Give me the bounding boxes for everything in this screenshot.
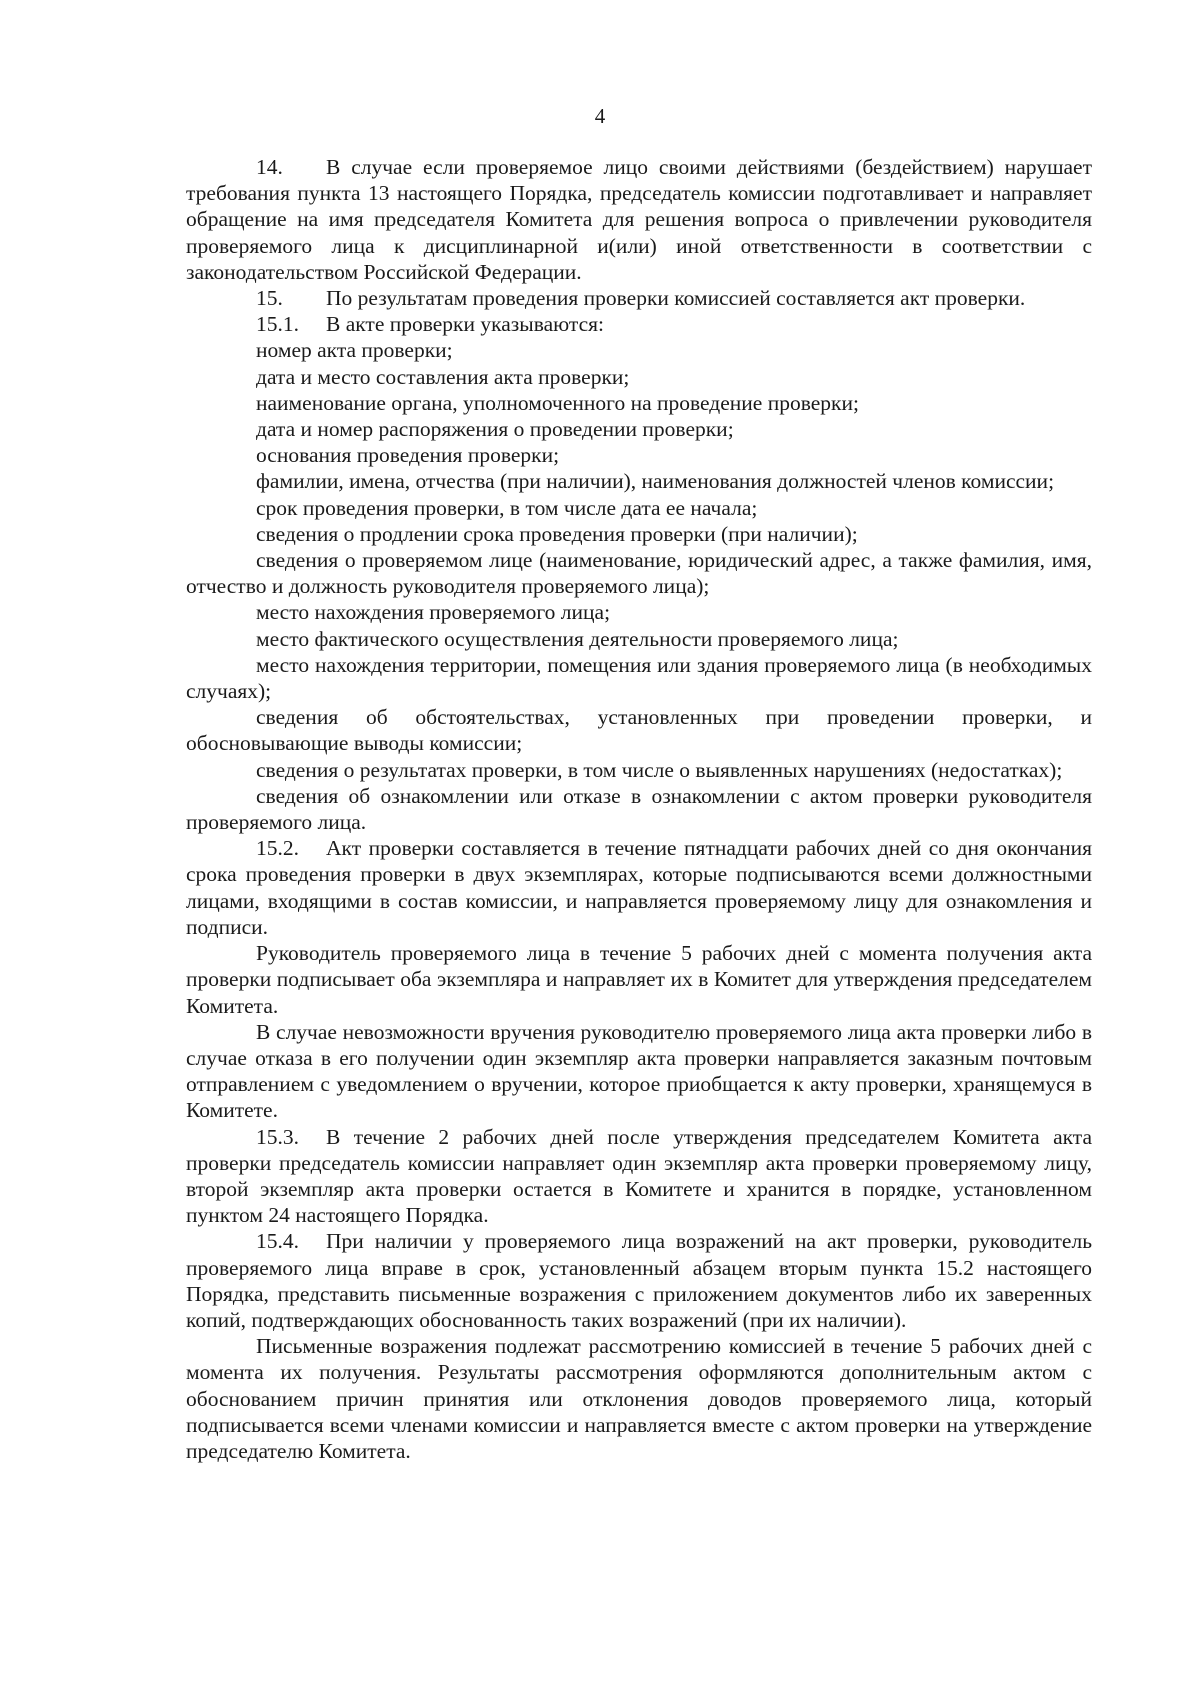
paragraph-text: Акт проверки составляется в течение пятнадцати рабочих дней со дня окончания срока проведения проверки в двух экземплярах, которые подписываются всеми должностными лицами, входящими в состав комиссии, и направляется проверяемому лицу для ознакомления и подписи. — [186, 836, 1092, 939]
paragraph: В случае невозможности вручения руководителю проверяемого лица акта проверки либо в случае отказа в его получении один экземпляр акта проверки направляется заказным почтовым отправлением с уведомлением о вручении, которое приобщается к акту проверки, хранящемуся в Комитете. — [186, 1019, 1092, 1123]
clause-number: 15.4. — [256, 1229, 299, 1254]
paragraph: Руководитель проверяемого лица в течение 5 рабочих дней с момента получения акта проверки подписывает оба экземпляра и направляет их в Комитет для утверждения председателем Комитета. — [186, 941, 1092, 1018]
list-item: наименование органа, уполномоченного на проведение проверки; — [256, 390, 859, 415]
list-item: место фактического осуществления деятельности проверяемого лица; — [256, 626, 899, 651]
list-item: сведения об ознакомлении или отказе в ознакомлении с актом проверки руководителя проверяемого лица. — [186, 783, 1092, 835]
paragraph-15-3 — [186, 1124, 1092, 1229]
clause-number: 14. — [256, 155, 283, 179]
paragraph: Письменные возражения подлежат рассмотрению комиссией в течение 5 рабочих дней с момента их получения. Результаты рассмотрения оформляются дополнительным актом с обоснованием причин принятия или отклонения доводов проверяемого лица, который подписывается всеми членами комиссии и направляется вместе с актом проверки на утверждение председателю Комитета. — [186, 1334, 1092, 1463]
paragraph-15-2 — [186, 835, 1092, 940]
paragraph-text: При наличии у проверяемого лица возражений на акт проверки, руководитель проверяемого лица вправе в срок, установленный абзацем вторым пункта 15.2 настоящего Порядка, представить письменные возражения с приложением документов либо их заверенных копий, подтверждающих обоснованность таких возражений (при их наличии). — [186, 1229, 1092, 1332]
list-item: сведения о результатах проверки, в том числе о выявленных нарушениях (недостатках); — [256, 757, 1063, 782]
paragraph-15 — [186, 285, 1092, 311]
page-number: 4 — [594, 104, 606, 128]
list-item: сведения о проверяемом лице (наименование, юридический адрес, а также фамилия, имя, отчество и должность руководителя проверяемого лица); — [186, 548, 1092, 599]
paragraph-15-1 — [186, 311, 1092, 337]
paragraph-14 — [186, 154, 1092, 285]
clause-number: 15.2. — [256, 836, 299, 861]
list-item: сведения об обстоятельствах, установленных при проведении проверки, и обосновывающие выводы комиссии; — [186, 705, 1092, 756]
list-item: основания проведения проверки; — [256, 443, 560, 468]
list-item: дата и место составления акта проверки; — [256, 364, 630, 389]
list-item: сведения о продлении срока проведения проверки (при наличии); — [256, 521, 858, 546]
clause-number: 15.3. — [256, 1124, 299, 1149]
clause-number: 15. — [256, 286, 283, 311]
list-item: место нахождения проверяемого лица; — [256, 600, 611, 625]
list-item: фамилии, имена, отчества (при наличии), наименования должностей членов комиссии; — [256, 469, 1055, 494]
list-item: дата и номер распоряжения о проведении проверки; — [256, 417, 734, 442]
paragraph-text: В акте проверки указываются: — [326, 312, 604, 337]
list-item: срок проведения проверки, в том числе дата ее начала; — [256, 495, 758, 520]
document-body — [186, 154, 1092, 1464]
paragraph-text: В течение 2 рабочих дней после утверждения председателем Комитета акта проверки председатель комиссии направляет один экземпляр акта проверки проверяемому лицу, второй экземпляр акта проверки остается в Комитете и хранится в порядке, установленном пунктом 24 настоящего Порядка. — [186, 1124, 1092, 1228]
clause-number: 15.1. — [256, 312, 299, 337]
paragraph-text: В случае если проверяемое лицо своими действиями (бездействием) нарушает требования пункта 13 настоящего Порядка, председатель комиссии подготавливает и направляет обращение на имя председателя Комитета для решения вопроса о привлечении руководителя проверяемого лица к дисциплинарной и(или) иной ответственности в соответствии с законодательством Российской Федерации. — [186, 155, 1092, 284]
list-item: номер акта проверки; — [256, 338, 453, 363]
paragraph-text: По результатам проведения проверки комиссией составляется акт проверки. — [326, 286, 1026, 311]
paragraph-15-4 — [186, 1228, 1092, 1333]
list-item: место нахождения территории, помещения или здания проверяемого лица (в необходимых случаях); — [186, 652, 1092, 704]
